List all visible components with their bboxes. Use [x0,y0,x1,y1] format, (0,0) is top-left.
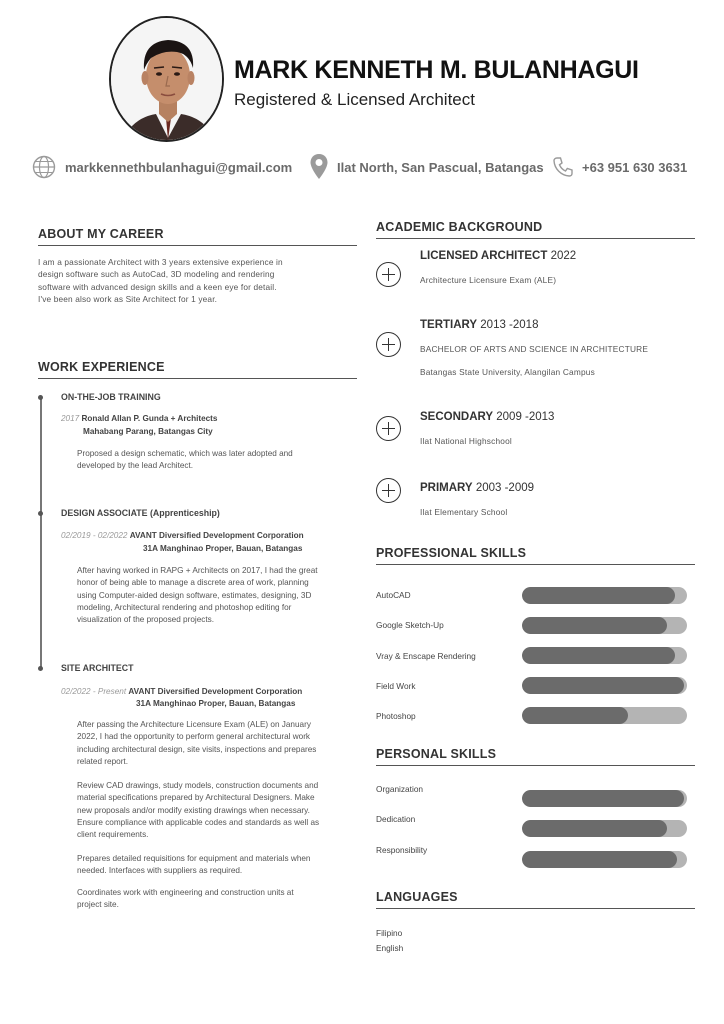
skill-bar-fill [522,587,675,604]
contact-email[interactable] [31,154,292,180]
job-description [77,565,355,626]
job-date-company [61,529,304,542]
job-address: 31A Manghinao Proper, Bauan, Batangas [136,699,296,708]
skill-name: Responsibility [376,845,428,855]
contact-address [309,154,544,180]
job-title: ON-THE-JOB TRAINING [61,392,161,402]
timeline-dot [38,666,43,671]
timeline-dot [38,511,43,516]
professional-skills-heading-text: PROFESSIONAL SKILLS [376,546,527,560]
skill-bar-fill [522,647,675,664]
academic-heading-text: ACADEMIC BACKGROUND [376,220,543,234]
skill-bar [522,617,687,634]
skill-name: Field Work [376,681,416,691]
candidate-name: MARK KENNETH M. BULANHAGUI [234,56,639,84]
language-item: Filipino [376,928,403,938]
skill-bar-fill [522,707,628,724]
academic-detail: Architecture Licensure Exam (ALE) [420,275,557,285]
job-description [77,448,355,473]
academic-heading [376,220,695,239]
plus-circle-icon [376,478,401,503]
job-date: 02/2022 - Present [61,687,127,696]
skill-bar [522,587,687,604]
about-text [38,256,358,305]
job-address: 31A Manghinao Proper, Bauan, Batangas [143,544,303,553]
skill-name: Organization [376,784,424,794]
map-pin-icon [309,153,329,181]
languages-heading-text: LANGUAGES [376,890,458,904]
academic-level [420,319,538,331]
plus-circle-icon [376,262,401,287]
job-date-company [61,412,217,425]
plus-circle-icon [376,416,401,441]
job-company: AVANT Diversified Development Corporation [128,687,303,696]
academic-level-name: SECONDARY [420,411,494,423]
desc-line: Proposed a design schematic, which was later adopted and [77,449,293,458]
desc-line: including architectural design, site visits, inspections and prepares [77,744,317,754]
academic-level [420,482,534,494]
academic-level-name: PRIMARY [420,482,473,494]
job-company: Ronald Allan P. Gunda + Architects [81,414,218,423]
globe-icon [31,155,57,179]
work-heading [38,360,357,379]
desc-line: honor of being able to manage a discrete area of work, planning [77,578,309,588]
academic-years: 2013 -2018 [480,319,539,331]
job-description [77,887,355,912]
job-date: 2017 [61,414,80,423]
skill-bar-fill [522,790,684,807]
job-description [77,853,355,878]
academic-level-name: LICENSED ARCHITECT [420,250,548,262]
email-text: markkennethbulanhagui@gmail.com [65,159,293,175]
desc-line: Prepares detailed requisitions for equipment and materials when [77,854,311,863]
personal-skills-heading [376,747,695,766]
job-description [77,719,355,768]
about-heading-text: ABOUT MY CAREER [38,227,164,241]
desc-line: modeling, Architectural rendering and photoshop editing for [77,602,292,612]
academic-years: 2022 [550,250,577,262]
academic-detail: Batangas State University, Alangilan Campus [420,367,595,377]
desc-line: After having worked in RAPG + Architects on 2017, I had the great [77,566,318,575]
skill-bar [522,851,687,868]
academic-level [420,250,576,262]
academic-level [420,411,554,423]
desc-line: Coordinates work with engineering and construction units at [77,888,294,897]
academic-level-name: TERTIARY [420,319,478,331]
languages-heading [376,890,695,909]
job-date-company [61,685,302,698]
desc-line: related report. [77,756,128,766]
desc-line: visualization of the proposed projects. [77,615,214,625]
phone-text: +63 951 630 3631 [582,159,688,175]
skill-bar [522,677,687,694]
job-date: 02/2019 - 02/2022 [61,531,128,540]
portrait-image [111,18,224,142]
skill-bar [522,647,687,664]
about-line: software with advanced design skills and a keen eye for detail. [38,281,277,292]
academic-detail: Ilat Elementary School [420,507,508,517]
academic-years: 2003 -2009 [475,482,535,494]
plus-circle-icon [376,332,401,357]
personal-skills-heading-text: PERSONAL SKILLS [376,747,497,761]
skill-name: Google Sketch-Up [376,620,444,630]
about-line: design software such as AutoCad, 3D modeling and rendering [38,269,275,280]
skill-bar [522,707,687,724]
phone-icon [552,156,574,178]
skill-bar [522,820,687,837]
skill-name: Dedication [376,814,416,824]
contact-phone[interactable] [552,154,687,180]
academic-detail: Ilat National Highschool [420,436,512,446]
address-text: Ilat North, San Pascual, Batangas [337,159,544,175]
job-title: DESIGN ASSOCIATE (Apprenticeship) [61,508,220,518]
desc-line: project site. [77,900,119,910]
desc-line: Ensure compliance with applicable codes and standards as well as [77,817,320,827]
about-line: I am a passionate Architect with 3 years extensive experience in [38,257,283,267]
skill-name: Vray & Enscape Rendering [376,651,476,661]
skill-name: AutoCAD [376,590,411,600]
about-line: I've been also work as Site Architect for 1 year. [38,293,218,304]
desc-line: new proposals and/or modify existing drawings when necessary. [77,805,310,815]
skill-bar-fill [522,820,667,837]
timeline-dot [38,395,43,400]
candidate-title: Registered & Licensed Architect [234,90,475,109]
timeline-line [40,397,42,669]
desc-line: material specifications prepared by Architectural Designers. Make [77,793,315,803]
skill-bar-fill [522,677,684,694]
profile-photo [109,16,224,142]
skill-name: Photoshop [376,711,416,721]
skill-bar-fill [522,851,677,868]
work-heading-text: WORK EXPERIENCE [38,360,165,374]
language-item: English [376,943,404,953]
academic-years: 2009 -2013 [496,411,555,423]
desc-line: developed by the lead Architect. [77,461,194,471]
professional-skills-heading [376,546,695,565]
job-address: Mahabang Parang, Batangas City [83,427,213,436]
academic-detail: BACHELOR OF ARTS AND SCIENCE IN ARCHITECTURE [420,344,649,354]
desc-line: needed. Interfaces with suppliers as required. [77,866,243,876]
about-heading [38,227,357,246]
job-title: SITE ARCHITECT [61,663,134,673]
desc-line: After passing the Architecture Licensure Exam (ALE) on January [77,720,311,729]
desc-line: 2022, I had the opportunity to perform general architectural work [77,732,311,742]
skill-bar [522,790,687,807]
job-description [77,780,355,841]
desc-line: client requirements. [77,830,149,840]
desc-line: using Computer-aided design software, estimates, designing, 3D [77,590,312,600]
desc-line: Review CAD drawings, study models, construction documents and [77,781,319,790]
job-company: AVANT Diversified Development Corporation [129,531,304,540]
skill-bar-fill [522,617,667,634]
